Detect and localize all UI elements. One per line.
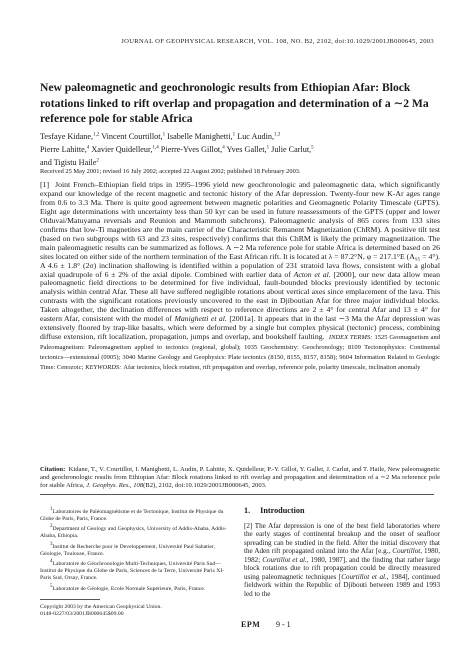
author: Tesfaye Kidane,$^{1,2}$ [40,131,100,141]
affiliation-mark: 5 [311,144,314,150]
keywords-label: KEYWORDS: [85,364,122,372]
affiliation-mark: 1,3 [274,132,281,137]
copyright-line: Copyright 2003 by the American Geophysical Union. [40,603,162,610]
author: and Tigistu Haile$^2$ [40,157,99,167]
author: Xavier Quidelleur,$^{1,4}$ [91,144,159,154]
footnote: $^1$Laboratoires de Paléomagnétisme et de Tectonique, Institut de Physique du Globe de Paris, Paris, France. [40,507,224,522]
intro-paragraph: [2] The Afar depression is one of the best field laboratories where the early stages of continental breakup and the onset of seafloor spreading can be studied in the field. After the initial discovery that the Aden rift propagated onland into the Afar [e.g., Courtillot, 1980, 1982; Courtillot et al., 1980, 1987], and the finding that rather large block rotations due to rift propagation could be directly measured using paleomagnetic techniques [Courtillot et al., 1984], continued fieldwork within the Republic of Djibouti between 1989 and 1993 led to the [244,522,440,598]
page-label: EPM [241,620,261,629]
author: Pierre Lahitte,$^4$ [40,144,90,154]
citation-block [40,466,440,491]
abstract-text: [2001a]. It appears that in the last ∼3 Ma the Afar depression was extensively floored by trap-like basalts, which were deformed by a single but complex physical (tectonic) process, combining diffuse extension, rift localization, propagation, jumps and overlap, and bookshelf faulting. [40,314,440,342]
citation-ref[interactable]: Courtillot [392,547,421,556]
section-heading [244,506,440,515]
affiliation-mark: 2 [96,157,99,163]
author: Vincent Courtillot,$^1$ [101,131,166,141]
section-title: Introduction [260,506,305,515]
affiliation-mark: 1 [162,132,166,137]
citation-label: Citation: [40,466,66,473]
affiliation-mark: 1,4 [152,144,159,150]
citation-tail: (B2), 2102, doi:10.1029/2001JB000645, 2003. [143,482,267,490]
abstract-text: [2000], our new data allow mean paleomagnetic field directions to be determined for five individual, fault-bounded blocks previously identified by tectonic analysis within central Afar. These all have suffered negligible rotations about vertical axes since emplacement of the lava. This contrasts with the significant rotations previously uncovered to the east in Djiboutian Afar for three major individual blocks. Taken altogether, the declination differences with respect to reference directions are 2 ± 4° for central Afar and 13 ± 4° for eastern Afar, consistent with the model of [40,269,440,324]
divider [40,599,100,600]
affiliation-mark: 1 [266,144,270,150]
index-terms: 1525 Geomagnetism and Paleomagnetism: Paleomagnetism applied to tectonics (regional, global); 1035 Geochemistry: Geochronology; 8109 Tectonophysics: Continental tectonics—extensional (0905); 3040 Marine Geology and Geophysics: Plate tectonics (8150, 8155, 8157, 8158); 9604 Information Related to Geologic Time: Cenozoic; [40,334,440,372]
abstract [40,181,440,373]
affiliation-mark: 1,2 [93,132,100,137]
footnote: $^3$Institut de Recherche pour le Developpement, Université Paul Sabatier, Géologie, Toulouse, France. [40,541,215,557]
paragraph-number: [1] [40,180,50,189]
citation-ref[interactable]: Courtillot et al. [262,555,307,564]
index-terms-label: INDEX TERMS: [328,334,373,342]
copyright-code: 0148-0227/03/2001JB000645$09.00 [40,610,124,617]
section-number: 1. [244,506,251,515]
affiliation-footnotes [40,506,230,618]
author: Pierre-Yves Gillot,$^4$ [160,144,225,154]
author: Yves Gallet,$^1$ [226,144,270,154]
affiliation-mark: 4 [86,144,90,150]
citation-ref[interactable]: Acton et al. [293,269,331,279]
author: Isabelle Manighetti,$^1$ [167,131,236,141]
citation-text: Kidane, T., V. Courtillot, I. Manighetti, L. Audin, P. Lahitte, X. Quidelleur, P.-Y. Gillot, Y. Gallet, J. Carlut, and T. Haile, New paleomagnetic and geochronologic results from Ethiopian Afar: Block rotations linked to rift overlap and propagation and determination of a ∼2 Ma reference pole for stable Africa, [40,466,440,490]
footnote: $^5$Laboratoire de Géologie, Ecole Normale Supérieure, Paris, France. [50,583,206,592]
citation-journal: J. Geophys. Res., 108 [86,482,144,490]
citation-ref[interactable]: Manighetti et al. [174,314,227,324]
footnote: $^4$Laboratoire de Géochronologie Multi-Techniques, Université Paris Sud—Institut de Physique du Globe de Paris, Sciences de la Terre, Université Paris XI-Paris Sud, Orsay, France. [40,559,225,582]
footnote: $^2$Department of Geology and Geophysics, University of Addis-Ababa, Addis-Ababa, Ethiopia. [40,524,227,540]
author: Julie Carlut,$^5$ [271,144,314,154]
divider [40,494,434,495]
citation-ref[interactable]: Courtillot et al. [341,572,387,581]
introduction-section [244,506,440,598]
affiliation-mark: 1 [232,132,236,137]
author-list [40,129,440,168]
running-head: JOURNAL OF GEOPHYSICAL RESEARCH, VOL. 108, NO. B2, 2102, doi:10.1029/2001JB000645, 2003 [121,38,434,45]
affiliation-mark: 4 [222,144,225,150]
keywords: Afar tectonics, block rotation, rift propagation and overlap, reference pole, polarity timescale, inclination anomaly [123,364,421,372]
page-footer [0,620,474,634]
received-dates: Received 25 May 2001; revised 16 July 2002; accepted 22 August 2002; published 18 February 2003. [40,168,301,175]
article-title: New paleomagnetic and geochronologic results from Ethiopian Afar: Block rotations linked to rift overlap and propagation and determination of a ∼2 Ma reference pole for stable Africa [40,81,429,126]
author: Luc Audin,$^{1,3}$ [237,131,281,141]
page-number: 9 - 1 [276,620,291,629]
abstract-text: Joint French–Ethiopian field trips in 1995–1996 yield new geochronologic and paleomagnetic data, which significantly expand our knowledge of the recent magnetic and tectonic history of the Afar depression. Twenty-four new K-Ar ages range from 0.6 to 3.3 Ma. There is quite good agreement between magnetic polarities and Geomagnetic Polarity Timescale (GPTS). Eight age determinations with uncertainty less than 50 kyr can be used in future reassessments of the GPTS (upper and lower Olduvai/Matuyama reversals and Reunion and Mammoth subchrons). Paleomagnetic analysis of 865 cores from 133 sites confirms that low-Ti magnetites are the main carrier of the Characteristic Remanent Magnetization (ChRM). A positive tilt test (based on two subgroups with 63 and 23 sites, respectively) confirms that this ChRM is likely the primary magnetization. The main paleomagnetic results can be summarized as follows. A ∼2 Ma reference pole for stable Africa is determined based on 26 sites located on either side of the northern termination of the East African rift. It is located at λ = 87.2°N, φ = 217.1°E (A₉₅ = 4°). A 4.6 ± 1.8° (2σ) inclination shallowing is identified within a population of 231 stratoid lava flows, consistent with a global axial quadrupole of 6 ± 2% of the axial dipole. Combined with earlier data of [40,180,440,279]
paragraph-number: [2] [244,522,253,530]
